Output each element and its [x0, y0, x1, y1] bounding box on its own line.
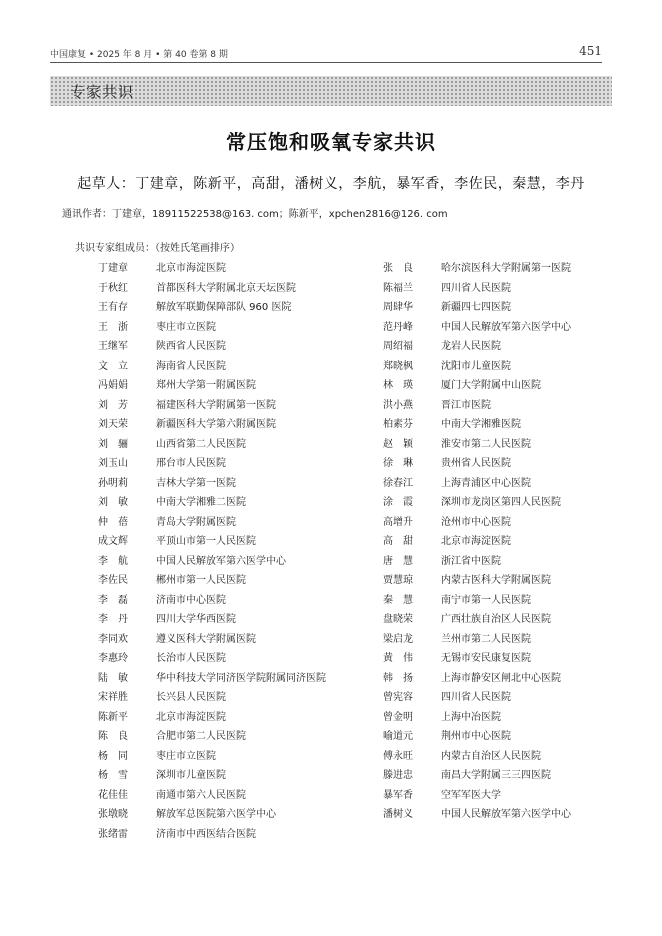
member-row: [98, 513, 326, 533]
running-header: [50, 44, 602, 63]
member-name: 刘 敏: [98, 497, 128, 508]
member-name: 周肆华: [383, 302, 413, 313]
member-name: 徐春江: [383, 477, 413, 489]
member-hospital: 四川省人民医院: [441, 282, 511, 294]
member-row: [383, 552, 571, 572]
author-line: 起草人：丁建章，陈新平，高甜，潘树义，李航，暴军香，李佐民，秦慧，李丹: [77, 176, 585, 192]
member-name: 高 甜: [383, 536, 413, 547]
member-hospital: 济南市中心医院: [156, 594, 226, 606]
member-name: 陆 敏: [98, 672, 128, 684]
member-row: [383, 669, 571, 689]
member-row: [98, 298, 326, 318]
member-hospital: 福建医科大学附属第一医院: [156, 399, 276, 411]
member-row: [383, 532, 571, 552]
member-hospital: 四川大学华西医院: [156, 614, 236, 625]
member-row: [98, 318, 326, 338]
member-name: 王 浙: [98, 321, 128, 333]
member-name: 林 瑛: [383, 380, 413, 391]
member-hospital: 南宁市第一人民医院: [441, 594, 531, 606]
member-hospital: 北京市海淀医院: [156, 711, 226, 723]
member-hospital: 中国人民解放军第六医学中心: [156, 555, 286, 567]
member-name: 潘树义: [383, 809, 413, 820]
member-list-right: [383, 259, 571, 825]
member-hospital: 无锡市安民康复医院: [441, 653, 531, 664]
member-row: [383, 591, 571, 611]
journal-citation: 中国康复 • 2025 年 8 月 • 第 40 卷第 8 期: [50, 50, 228, 60]
article-title: 常压饱和吸氧专家共识: [226, 130, 436, 154]
member-name: 曾宪容: [383, 692, 413, 703]
member-row: [98, 259, 326, 279]
member-name: 刘 芳: [98, 399, 128, 411]
member-row: [383, 805, 571, 825]
member-hospital: 郴州市第一人民医院: [156, 575, 246, 586]
member-row: [383, 376, 571, 396]
member-hospital: 四川省人民医院: [441, 692, 511, 703]
page-number: 451: [579, 44, 602, 58]
member-row: [383, 279, 571, 299]
member-row: [383, 610, 571, 630]
member-hospital: 南昌大学附属三三四医院: [441, 770, 551, 781]
member-hospital: 哈尔滨医科大学附属第一医院: [441, 263, 571, 274]
member-row: [383, 630, 571, 650]
member-hospital: 沈阳市儿童医院: [441, 360, 511, 372]
member-row: [383, 766, 571, 786]
member-name: 李 丹: [98, 614, 128, 625]
member-name: 陈 良: [98, 731, 128, 742]
member-row: [98, 396, 326, 416]
member-row: [98, 630, 326, 650]
member-name: 成文辉: [98, 536, 128, 547]
member-hospital: 新疆四七四医院: [441, 302, 511, 313]
member-row: [383, 259, 571, 279]
member-name: 范丹峰: [383, 321, 413, 333]
member-name: 文 立: [98, 360, 128, 372]
member-name: 仲 蓓: [98, 516, 128, 528]
member-row: [383, 747, 571, 767]
member-name: 贾慧琼: [383, 575, 413, 586]
member-row: [383, 318, 571, 338]
member-row: [98, 805, 326, 825]
member-hospital: 新疆医科大学第六附属医院: [156, 419, 276, 430]
member-name: 韩 扬: [383, 672, 413, 684]
member-name: 杨 雪: [98, 770, 128, 781]
member-hospital: 内蒙古医科大学附属医院: [441, 575, 551, 586]
member-name: 孙明莉: [98, 477, 128, 489]
member-hospital: 荆州市中心医院: [441, 731, 511, 742]
member-row: [98, 376, 326, 396]
member-hospital: 北京市海淀医院: [441, 536, 511, 547]
member-name: 陈福兰: [383, 282, 413, 294]
member-hospital: 中南大学湘雅医院: [441, 419, 521, 430]
member-row: [98, 279, 326, 299]
member-hospital: 山西省第二人民医院: [156, 438, 246, 450]
member-name: 高增升: [383, 516, 413, 528]
member-hospital: 兰州市第二人民医院: [441, 633, 531, 645]
member-row: [98, 415, 326, 435]
member-hospital: 中南大学湘雅二医院: [156, 497, 246, 508]
section-label: 专家共识: [70, 83, 135, 101]
member-name: 黄 伟: [383, 653, 413, 664]
member-name: 曾金明: [383, 711, 413, 723]
member-hospital: 邢台市人民医院: [156, 458, 226, 469]
member-hospital: 枣庄市立医院: [156, 321, 216, 333]
member-row: [383, 298, 571, 318]
member-hospital: 青岛大学附属医院: [156, 516, 236, 528]
member-name: 花佳佳: [98, 789, 128, 801]
member-name: 李佐民: [98, 575, 128, 586]
member-row: [383, 688, 571, 708]
member-row: [383, 493, 571, 513]
member-hospital: 平顶山市第一人民医院: [156, 536, 256, 547]
member-row: [383, 727, 571, 747]
member-name: 赵 颖: [383, 438, 413, 450]
member-name: 张 良: [383, 263, 413, 274]
member-row: [98, 493, 326, 513]
member-row: [98, 766, 326, 786]
member-hospital: 深圳市儿童医院: [156, 770, 226, 781]
member-row: [383, 786, 571, 806]
member-hospital: 枣庄市立医院: [156, 750, 216, 762]
member-name: 刘天荣: [98, 419, 128, 430]
member-row: [383, 708, 571, 728]
member-row: [98, 669, 326, 689]
member-hospital: 北京市海淀医院: [156, 263, 226, 274]
member-row: [98, 610, 326, 630]
member-name: 李 航: [98, 555, 128, 567]
section-banner: [50, 76, 612, 106]
member-name: 丁建章: [98, 263, 128, 274]
member-row: [98, 786, 326, 806]
member-name: 洪小燕: [383, 399, 413, 411]
member-name: 李惠玲: [98, 653, 128, 664]
member-hospital: 上海中冶医院: [441, 711, 501, 723]
member-hospital: 解放军联勤保障部队 960 医院: [156, 302, 292, 313]
member-row: [98, 552, 326, 572]
member-hospital: 浙江省中医院: [441, 555, 501, 567]
member-hospital: 济南市中西医结合医院: [156, 828, 256, 840]
member-name: 徐 琳: [383, 458, 413, 469]
member-name: 杨 同: [98, 750, 128, 762]
member-row: [383, 337, 571, 357]
member-hospital: 南通市第六人民医院: [156, 789, 246, 801]
member-list-left: [98, 259, 326, 844]
member-name: 傅永旺: [383, 750, 413, 762]
member-name: 暴军香: [383, 789, 413, 801]
member-hospital: 合肥市第二人民医院: [156, 731, 246, 742]
member-row: [98, 825, 326, 845]
member-hospital: 郑州大学第一附属医院: [156, 380, 256, 391]
member-name: 王继军: [98, 341, 128, 352]
member-name: 宋祥胜: [98, 692, 128, 703]
member-name: 涂 霞: [383, 497, 413, 508]
member-hospital: 中国人民解放军第六医学中心: [441, 321, 571, 333]
member-hospital: 龙岩人民医院: [441, 341, 501, 352]
member-row: [383, 435, 571, 455]
member-row: [98, 571, 326, 591]
member-row: [383, 649, 571, 669]
member-name: 陈新平: [98, 711, 128, 723]
member-name: 秦 慧: [383, 594, 413, 606]
member-hospital: 长治市人民医院: [156, 653, 226, 664]
corresponding-author: 通讯作者：丁建章，18911522538@163. com；陈新平，xpchen2816@126. com: [62, 209, 448, 220]
member-name: 于秋红: [98, 282, 128, 294]
member-hospital: 内蒙古自治区人民医院: [441, 750, 541, 762]
member-name: 刘玉山: [98, 458, 128, 469]
member-hospital: 吉林大学第一医院: [156, 477, 236, 489]
member-hospital: 华中科技大学同济医学院附属同济医院: [156, 672, 326, 684]
member-name: 冯娟娟: [98, 380, 128, 391]
member-hospital: 中国人民解放军第六医学中心: [441, 809, 571, 820]
member-row: [383, 571, 571, 591]
member-row: [383, 415, 571, 435]
member-name: 周绍福: [383, 341, 413, 352]
member-row: [383, 474, 571, 494]
member-name: 喻道元: [383, 731, 413, 742]
member-row: [383, 454, 571, 474]
member-name: 郑晓枫: [383, 360, 413, 372]
member-row: [98, 747, 326, 767]
member-row: [98, 474, 326, 494]
member-row: [98, 649, 326, 669]
member-hospital: 深圳市龙岗区第四人民医院: [441, 497, 561, 508]
member-row: [98, 454, 326, 474]
member-hospital: 空军军医大学: [441, 789, 501, 801]
member-row: [98, 435, 326, 455]
member-name: 李 磊: [98, 594, 128, 606]
member-name: 张墩晓: [98, 809, 128, 820]
member-name: 盘晓荣: [383, 614, 413, 625]
member-hospital: 解放军总医院第六医学中心: [156, 809, 276, 820]
member-name: 李同欢: [98, 633, 128, 645]
member-name: 张绪雷: [98, 828, 128, 840]
member-hospital: 首都医科大学附属北京天坛医院: [156, 282, 296, 294]
member-row: [98, 688, 326, 708]
member-hospital: 海南省人民医院: [156, 360, 226, 372]
member-row: [98, 337, 326, 357]
member-row: [98, 591, 326, 611]
member-name: 柏素芬: [383, 419, 413, 430]
member-row: [383, 357, 571, 377]
member-row: [98, 708, 326, 728]
member-row: [98, 532, 326, 552]
member-name: 唐 慧: [383, 555, 413, 567]
member-hospital: 厦门大学附属中山医院: [441, 380, 541, 391]
member-hospital: 沧州市中心医院: [441, 516, 511, 528]
member-hospital: 晋江市医院: [441, 399, 491, 411]
member-name: 梁启龙: [383, 633, 413, 645]
member-row: [383, 396, 571, 416]
member-hospital: 陕西省人民医院: [156, 341, 226, 352]
member-row: [98, 727, 326, 747]
member-hospital: 贵州省人民医院: [441, 458, 511, 469]
member-hospital: 上海青浦区中心医院: [441, 477, 531, 489]
member-row: [98, 357, 326, 377]
member-hospital: 淮安市第二人民医院: [441, 438, 531, 450]
members-heading: 共识专家组成员：（按姓氏笔画排序）: [75, 243, 240, 254]
member-name: 滕进忠: [383, 770, 413, 781]
member-hospital: 上海市静安区闸北中心医院: [441, 672, 561, 684]
member-hospital: 长兴县人民医院: [156, 692, 226, 703]
member-name: 王有存: [98, 302, 128, 313]
member-hospital: 广西壮族自治区人民医院: [441, 614, 551, 625]
member-name: 刘 骊: [98, 438, 128, 450]
member-row: [383, 513, 571, 533]
member-hospital: 遵义医科大学附属医院: [156, 633, 256, 645]
